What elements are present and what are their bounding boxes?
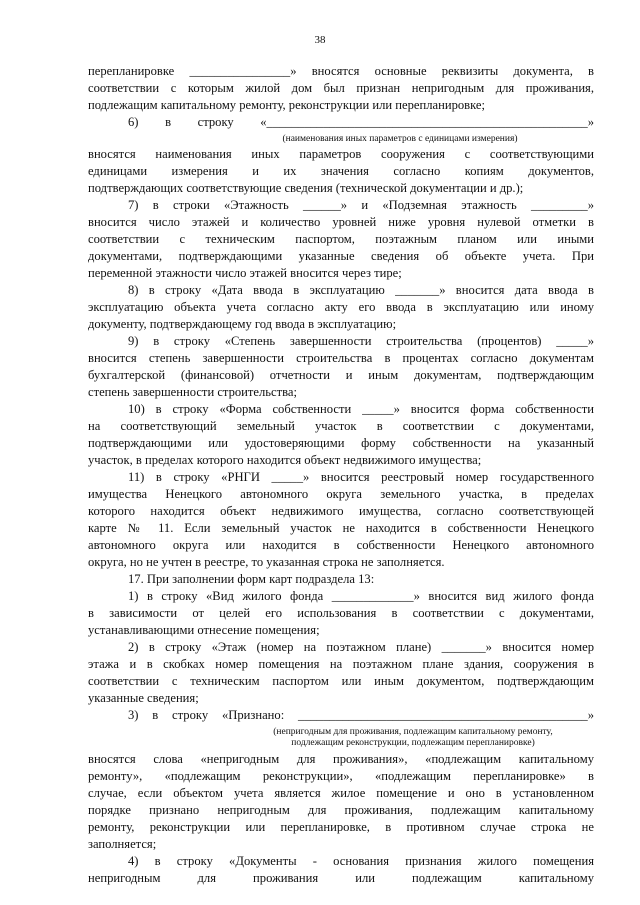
text-line: заполняется; bbox=[88, 837, 157, 851]
text-line: случае, если объектом учета является жилое помещение и оно в установленном bbox=[88, 786, 594, 800]
field-caption: подлежащим реконструкции, подлежащим перепланировке) bbox=[291, 738, 535, 748]
text-line: автономного округа или находится в собственности Ненецкого автономного bbox=[88, 538, 594, 552]
text-line: ремонту», «подлежащим реконструкции», «подлежащим перепланировке» в bbox=[88, 769, 594, 783]
text-line: бухгалтерской (финансовой) отчетности и иным документам, подтверждающим bbox=[88, 368, 594, 382]
text-line: подтверждающими или удостоверяющими форму собственности на указанный bbox=[88, 436, 594, 450]
text-line: документами, подтверждающими указанные сведения об объекте учета. При bbox=[88, 249, 594, 263]
field-caption: (непригодным для проживания, подлежащим капитальному ремонту, bbox=[273, 727, 553, 737]
text-line: 3) в строку «Признано: ______________________________________________» bbox=[128, 708, 594, 722]
text-line: округа, но не учтен в реестре, то указанная строка не заполняется. bbox=[88, 555, 445, 569]
text-line: 11) в строку «РНГИ _____» вносится реестровый номер государственного bbox=[128, 470, 594, 484]
text-line: порядке признано непригодным для проживания, подлежащим капитальному bbox=[88, 803, 594, 817]
text-line: 9) в строку «Степень завершенности строительства (процентов) _____» bbox=[128, 334, 594, 348]
text-line: в зависимости от целей его использования в соответствии с документами, bbox=[88, 606, 594, 620]
text-line: 8) в строку «Дата ввода в эксплуатацию _______» вносится дата ввода в bbox=[128, 283, 594, 297]
text-line: документу, подтверждающему год ввода в эксплуатацию; bbox=[88, 317, 397, 331]
page-number: 38 bbox=[314, 34, 326, 46]
text-line: 4) в строку «Документы - основания признания жилого помещения bbox=[128, 854, 594, 868]
text-line: устанавливающими отнесение помещения; bbox=[88, 623, 320, 637]
text-line: соответствии с техническим паспортом или иным документом, подтверждающим bbox=[88, 674, 594, 688]
text-line: ремонту, реконструкции или перепланировке, в противном случае строка не bbox=[88, 820, 594, 834]
text-line: подтверждающих соответствующие сведения (технической документации и др.); bbox=[88, 181, 524, 195]
text-line: 10) в строку «Форма собственности _____» вносится форма собственности bbox=[128, 402, 594, 416]
text-line: на соответствующий земельный участок в соответствии с документами, bbox=[88, 419, 594, 433]
text-line: единицами измерения и их значения согласно копиям документов, bbox=[88, 164, 594, 178]
text-line: соответствии с техническим паспортом, поэтажным планом или иными bbox=[88, 232, 594, 246]
text-line: вносятся наименования иных параметров сооружения с соответствующими bbox=[88, 147, 594, 161]
text-line: подлежащим капитальному ремонту, реконструкции или перепланировке; bbox=[88, 98, 486, 112]
text-line: вносится число этажей и количество уровней ниже уровня нулевой отметки в bbox=[88, 215, 594, 229]
text-line: имущества Ненецкого автономного округа земельного участка, в пределах bbox=[88, 487, 594, 501]
text-line: вносится степень завершенности строительства в процентах согласно документам bbox=[88, 351, 594, 365]
text-line: эксплуатацию объекта учета согласно акту его ввода в эксплуатацию или иному bbox=[88, 300, 594, 314]
text-line: 1) в строку «Вид жилого фонда _____________» вносится вид жилого фонда bbox=[128, 589, 594, 603]
text-line: соответствии с которым жилой дом был признан непригодным для проживания, bbox=[88, 81, 594, 95]
text-line: участок, в пределах которого находится объект недвижимого имущества; bbox=[88, 453, 482, 467]
section-heading: 17. При заполнении форм карт подраздела 13: bbox=[128, 572, 375, 586]
text-line: переменной этажности число этажей вносится через тире; bbox=[88, 266, 402, 280]
text-line: 2) в строку «Этаж (номер на поэтажном плане) _______» вносится номер bbox=[128, 640, 594, 654]
text-line: перепланировке ________________» вносятся основные реквизиты документа, в bbox=[88, 64, 594, 78]
text-line: этажа и в скобках номер помещения на поэтажном плане здания, сооружения в bbox=[88, 657, 594, 671]
text-line: которого находится объект недвижимого имущества, согласно соответствующей bbox=[88, 504, 594, 518]
text-line: 7) в строки «Этажность ______» и «Подземная этажность _________» bbox=[128, 198, 594, 212]
text-line: 6) в строку «___________________________________________________» bbox=[128, 115, 594, 129]
text-line: степень завершенности строительства; bbox=[88, 385, 297, 399]
text-line: непригодным для проживания или подлежащим капитальному bbox=[88, 871, 594, 885]
text-line: указанные сведения; bbox=[88, 691, 199, 705]
field-caption: (наименования иных параметров с единицами измерения) bbox=[282, 134, 518, 144]
text-line: вносятся слова «непригодным для проживания», «подлежащим капитальному bbox=[88, 752, 594, 766]
text-line: карте № 11. Если земельный участок не находится в собственности Ненецкого bbox=[88, 521, 594, 535]
